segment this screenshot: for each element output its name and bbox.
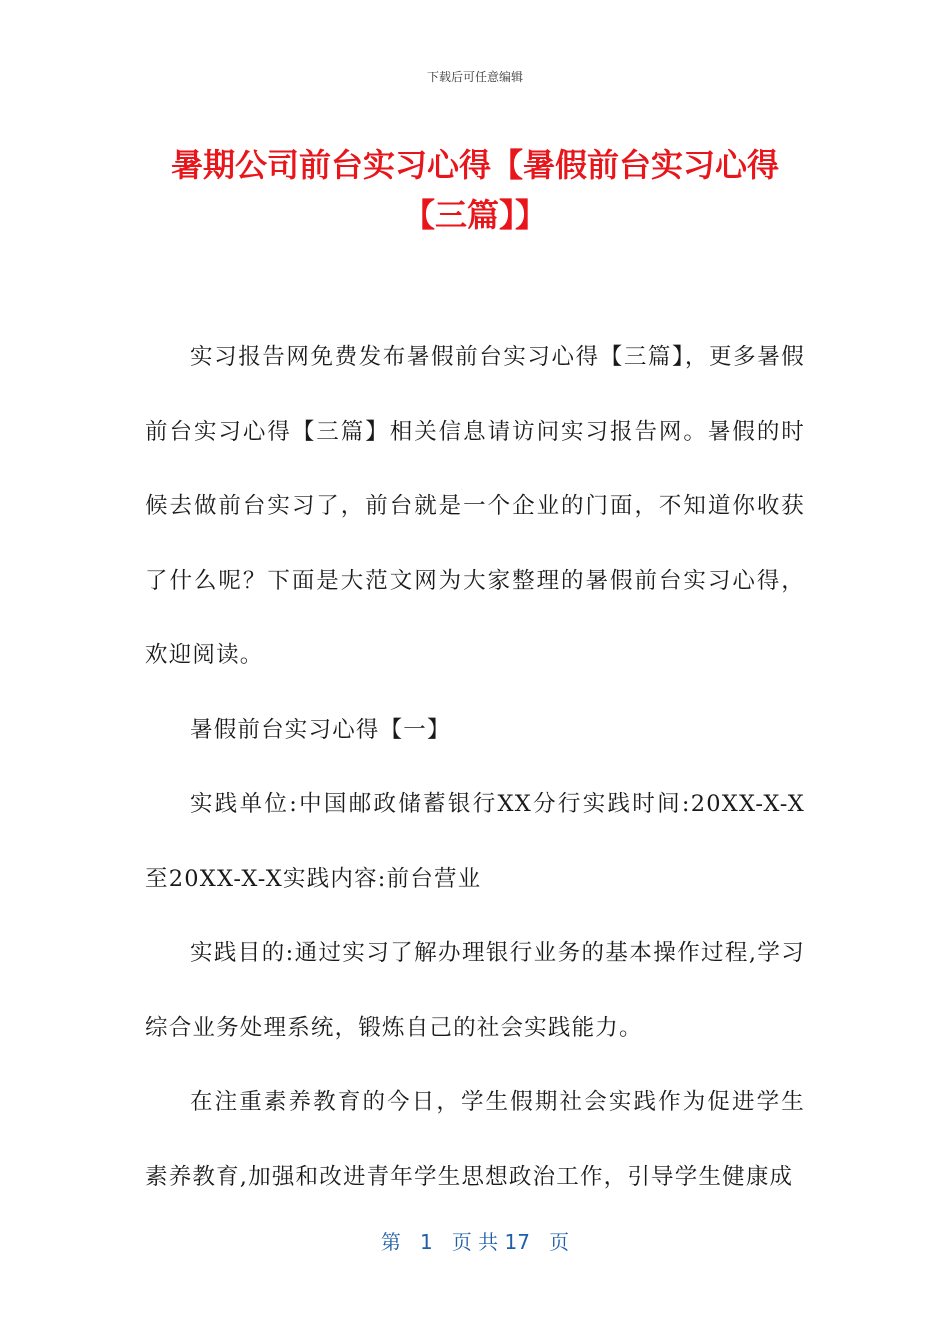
- paragraph-section-heading: 暑假前台实习心得【一】: [190, 716, 451, 743]
- paragraph-practice-purpose: 实践目的:通过实习了解办理银行业务的基本操作过程,学习综合业务处理系统，锻炼自己的社会实践能力。: [145, 940, 805, 1041]
- footer-total-pages: 17: [504, 1230, 530, 1254]
- document-title: 暑期公司前台实习心得【暑假前台实习心得【三篇】】: [170, 146, 779, 234]
- page-footer: [0, 1226, 950, 1255]
- footer-current-page: 1: [420, 1230, 433, 1254]
- paragraph-intro: 实习报告网免费发布暑假前台实习心得【三篇】，更多暑假前台实习心得【三篇】相关信息请访问实习报告网。暑假的时候去做前台实习了，前台就是一个企业的门面，不知道你收获了什么呢？下面是大范文网为大家整理的暑假前台实习心得，欢迎阅读。: [145, 344, 805, 668]
- paragraph-body: 在注重素养教育的今日，学生假期社会实践作为促进学生素养教育,加强和改进青年学生思想政治工作，引导学生健康成: [145, 1089, 805, 1190]
- footer-label-page: 第: [380, 1230, 401, 1254]
- paragraph-practice-info: 实践单位:中国邮政储蓄银行XX分行实践时间:20XX-X-X至20XX-X-X实践内容:前台营业: [145, 791, 805, 892]
- document-body: [145, 320, 805, 1214]
- footer-label-of: 页 共: [451, 1230, 499, 1254]
- footer-label-pages: 页: [549, 1230, 570, 1254]
- header-note: 下载后可任意编辑: [426, 70, 523, 84]
